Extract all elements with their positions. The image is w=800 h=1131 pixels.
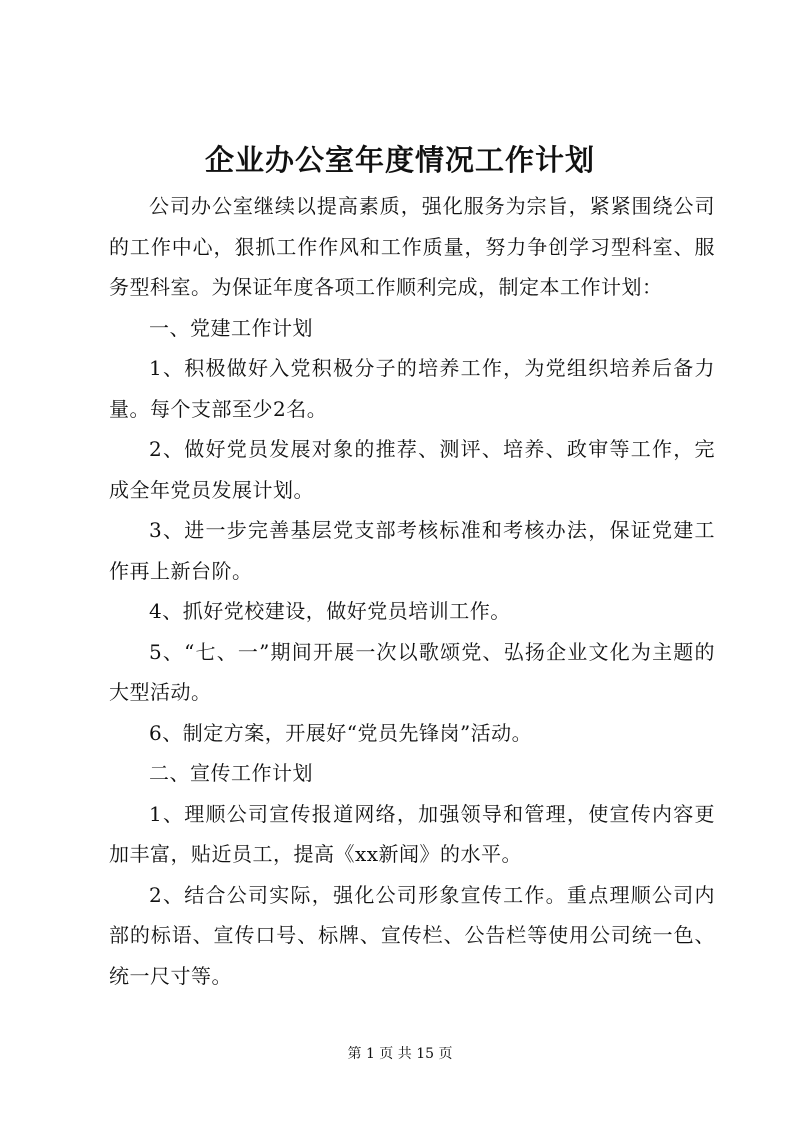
paragraph-party-item-2: 2、做好党员发展对象的推荐、测评、培养、政审等工作，完成全年党员发展计划。 — [109, 437, 715, 502]
page-footer: 第 1 页 共 15 页 — [347, 1046, 453, 1062]
paragraph-publicity-item-1: 1、理顺公司宣传报道网络，加强领导和管理，使宣传内容更加丰富，贴近员工，提高《xx新闻》的水平。 — [109, 801, 715, 866]
paragraph-intro: 公司办公室继续以提高素质，强化服务为宗旨，紧紧围绕公司的工作中心，狠抓工作作风和工作质量，努力争创学习型科室、服务型科室。为保证年度各项工作顺利完成，制定本工作计划： — [109, 194, 715, 299]
section-heading-publicity: 二、宣传工作计划 — [149, 761, 313, 785]
paragraph-party-item-4: 4、抓好党校建设，做好党员培训工作。 — [149, 599, 511, 623]
paragraph-publicity-item-2: 2、结合公司实际，强化公司形象宣传工作。重点理顺公司内部的标语、宣传口号、标牌、宣传栏、公告栏等使用公司统一色、统一尺寸等。 — [109, 882, 715, 988]
document-body — [109, 186, 715, 996]
document-title: 企业办公室年度情况工作计划 — [204, 143, 595, 177]
paragraph-party-item-6: 6、制定方案，开展好“党员先锋岗”活动。 — [149, 720, 533, 745]
paragraph-party-item-1: 1、积极做好入党积极分子的培养工作，为党组织培养后备力量。每个支部至少2名。 — [109, 356, 715, 421]
section-heading-party-building: 一、党建工作计划 — [149, 315, 313, 340]
paragraph-party-item-5: 5、“七、一”期间开展一次以歌颂党、弘扬企业文化为主题的大型活动。 — [109, 639, 715, 704]
paragraph-party-item-3: 3、进一步完善基层党支部考核标准和考核办法，保证党建工作再上新台阶。 — [109, 518, 715, 583]
